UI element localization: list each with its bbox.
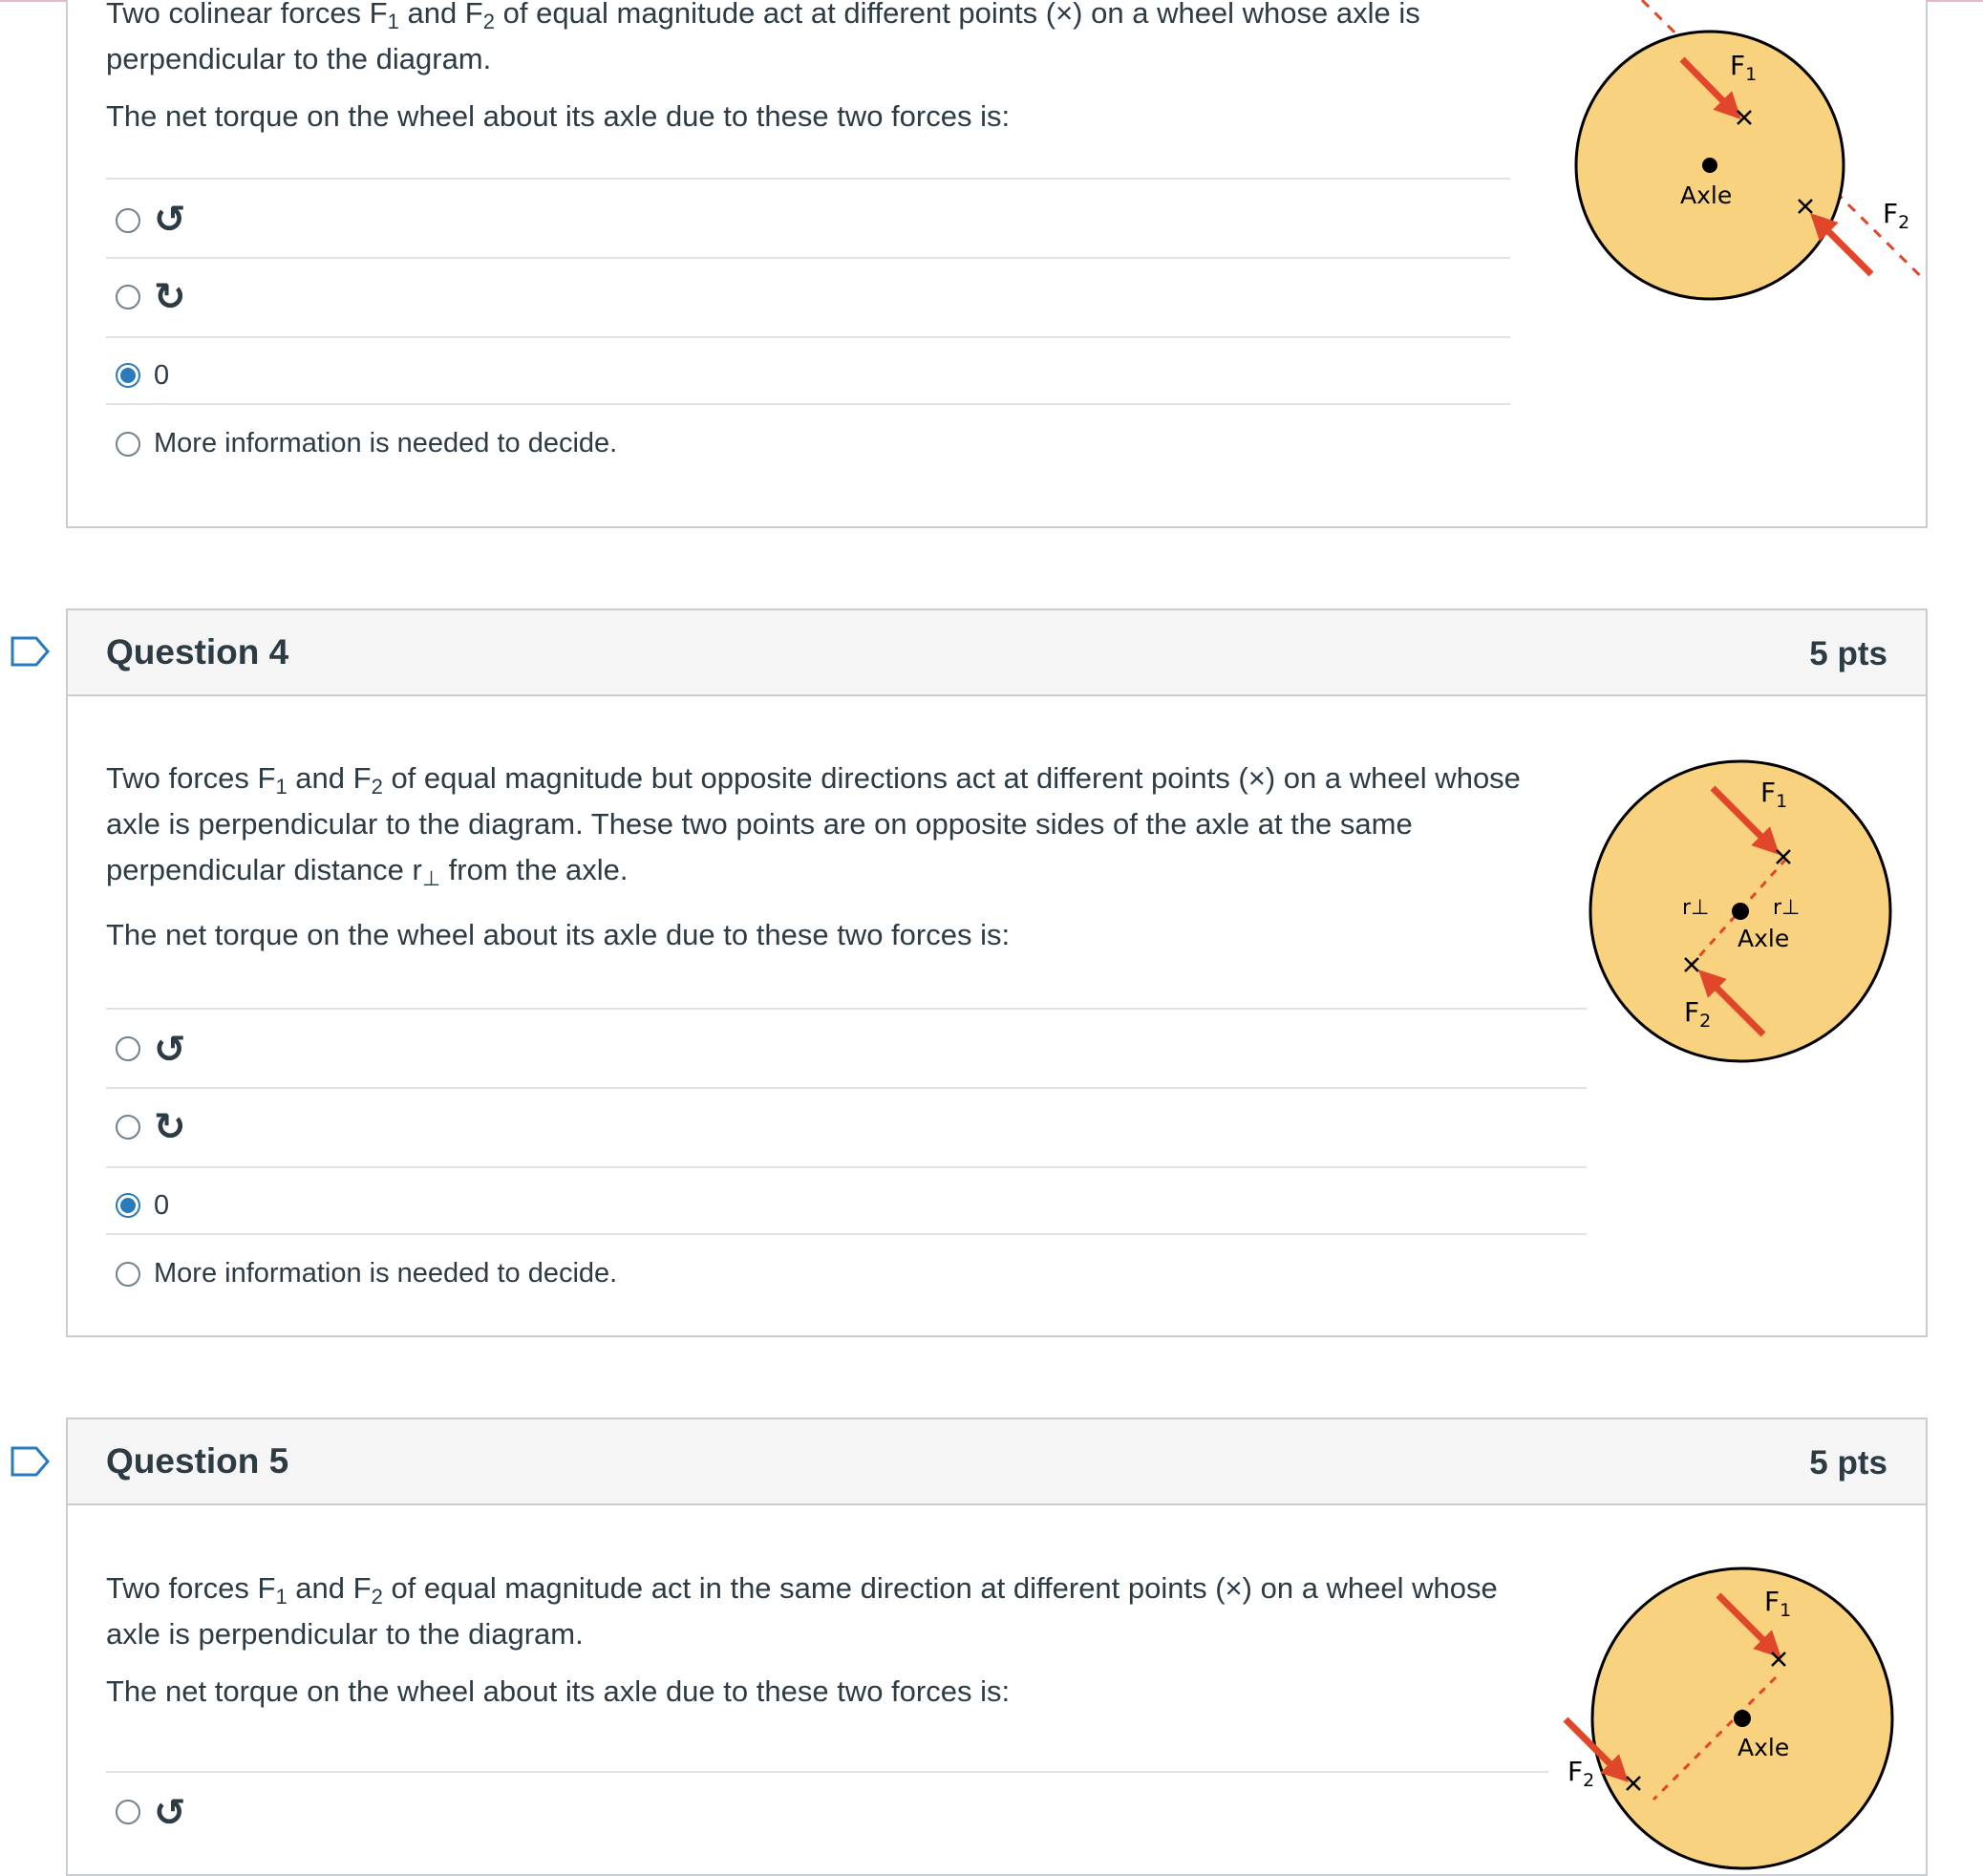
question-4-text-part: of equal magnitude but opposite directions act at different points (×) on a wheel whose (382, 761, 1521, 795)
radio-button[interactable] (116, 1036, 140, 1061)
f2-label: $F_2$ (1567, 1756, 1595, 1791)
question-3-text-part: of equal magnitude act at different points (×) on a wheel whose axle is (495, 0, 1420, 30)
answer-option[interactable] (106, 178, 1510, 257)
radio-button[interactable] (116, 1262, 140, 1287)
question-3-text-part: Two colinear forces F (106, 0, 388, 30)
question-5-text-part: Two forces F (106, 1571, 276, 1605)
question-5-wheel-diagram (1539, 1563, 1921, 1876)
question-4-text-part: axle is perpendicular to the diagram. These two points are on opposite sides of the axle at the same (106, 807, 1413, 841)
question-4-header (68, 610, 1926, 696)
answer-option[interactable] (106, 336, 1510, 403)
question-4-answers (106, 1008, 1587, 1308)
radio-button[interactable] (116, 285, 140, 309)
counterclockwise-icon: ↺ (154, 1029, 186, 1071)
answer-option[interactable] (106, 1233, 1587, 1308)
radio-button[interactable] (116, 208, 140, 233)
subscript-1: 1 (275, 1585, 288, 1609)
axle-dot (1732, 903, 1749, 920)
question-3-prompt: The net torque on the wheel about its axle due to these two forces is: (106, 99, 1011, 133)
question-4-text-part: Two forces F (106, 761, 276, 795)
question-5-prompt: The net torque on the wheel about its axle due to these two forces is: (106, 1674, 1011, 1708)
answer-option[interactable] (106, 257, 1510, 336)
f1-label: $F_1$ (1760, 777, 1788, 812)
question-5-title: Question 5 (106, 1441, 289, 1481)
r-perp-label-right: r⊥ (1773, 896, 1801, 920)
counterclockwise-icon: ↺ (154, 1792, 186, 1834)
radio-button-selected[interactable] (116, 363, 140, 388)
radio-button[interactable] (116, 1800, 140, 1824)
question-4-card (66, 608, 1928, 1337)
question-5-points: 5 pts (1809, 1444, 1887, 1482)
answer-option[interactable] (106, 1771, 1548, 1850)
f1-label: $F_1$ (1730, 50, 1758, 85)
axle-label: Axle (1738, 925, 1790, 952)
subscript-1: 1 (275, 775, 288, 799)
answer-label: 0 (154, 360, 170, 391)
f1-label: $F_1$ (1764, 1586, 1792, 1621)
question-4-title: Question 4 (106, 632, 289, 672)
question-3-answers (106, 178, 1510, 478)
perpendicular-subscript: ⊥ (421, 866, 441, 890)
question-4-wheel-diagram (1577, 754, 1902, 1078)
answer-label: More information is needed to decide. (154, 428, 618, 458)
question-4-points: 5 pts (1809, 635, 1887, 672)
question-3-wheel-diagram (1501, 0, 1921, 336)
radio-button[interactable] (116, 1115, 140, 1140)
question-4-text (106, 756, 1596, 893)
question-3-text-part: and F (398, 0, 483, 30)
subscript-2: 2 (371, 775, 383, 799)
axle-dot (1702, 158, 1717, 173)
question-4-text-part: perpendicular distance r (106, 853, 422, 886)
counterclockwise-icon: ↺ (154, 199, 186, 241)
clockwise-icon: ↻ (154, 276, 186, 318)
question-5-header (68, 1419, 1926, 1505)
answer-label: 0 (154, 1190, 170, 1221)
question-4-prompt: The net torque on the wheel about its axle due to these two forces is: (106, 918, 1011, 951)
axle-dot (1734, 1710, 1751, 1727)
f2-label: $F_2$ (1684, 996, 1712, 1032)
f2-label: $F_2$ (1883, 198, 1910, 233)
bookmark-icon[interactable] (10, 1445, 52, 1478)
question-4-text-part: from the axle. (440, 853, 629, 886)
question-3-text-part: perpendicular to the diagram. (106, 42, 492, 75)
answer-option[interactable] (106, 1008, 1587, 1087)
radio-button[interactable] (116, 432, 140, 457)
subscript-2: 2 (371, 1585, 383, 1609)
question-5-answers (106, 1771, 1548, 1850)
radio-button-selected[interactable] (116, 1193, 140, 1218)
question-5-text-part: and F (287, 1571, 372, 1605)
bookmark-icon[interactable] (10, 635, 52, 668)
question-3-text (106, 0, 1558, 82)
axle-label: Axle (1738, 1734, 1790, 1761)
r-perp-label-left: r⊥ (1682, 896, 1710, 920)
question-5-card (66, 1418, 1928, 1876)
answer-option[interactable] (106, 1166, 1587, 1233)
answer-option[interactable] (106, 403, 1510, 478)
clockwise-icon: ↻ (154, 1106, 186, 1148)
subscript-2: 2 (482, 10, 495, 33)
question-5-text-part: of equal magnitude act in the same direction at different points (×) on a wheel whose (382, 1571, 1498, 1605)
question-3-card (66, 0, 1928, 528)
answer-option[interactable] (106, 1087, 1587, 1166)
axle-label: Axle (1680, 181, 1733, 209)
question-5-text-part: axle is perpendicular to the diagram. (106, 1617, 584, 1651)
question-5-text (106, 1566, 1596, 1657)
force-f2-arrow (1820, 223, 1871, 274)
subscript-1: 1 (387, 10, 399, 33)
answer-label: More information is needed to decide. (154, 1258, 618, 1289)
question-4-text-part: and F (287, 761, 372, 795)
